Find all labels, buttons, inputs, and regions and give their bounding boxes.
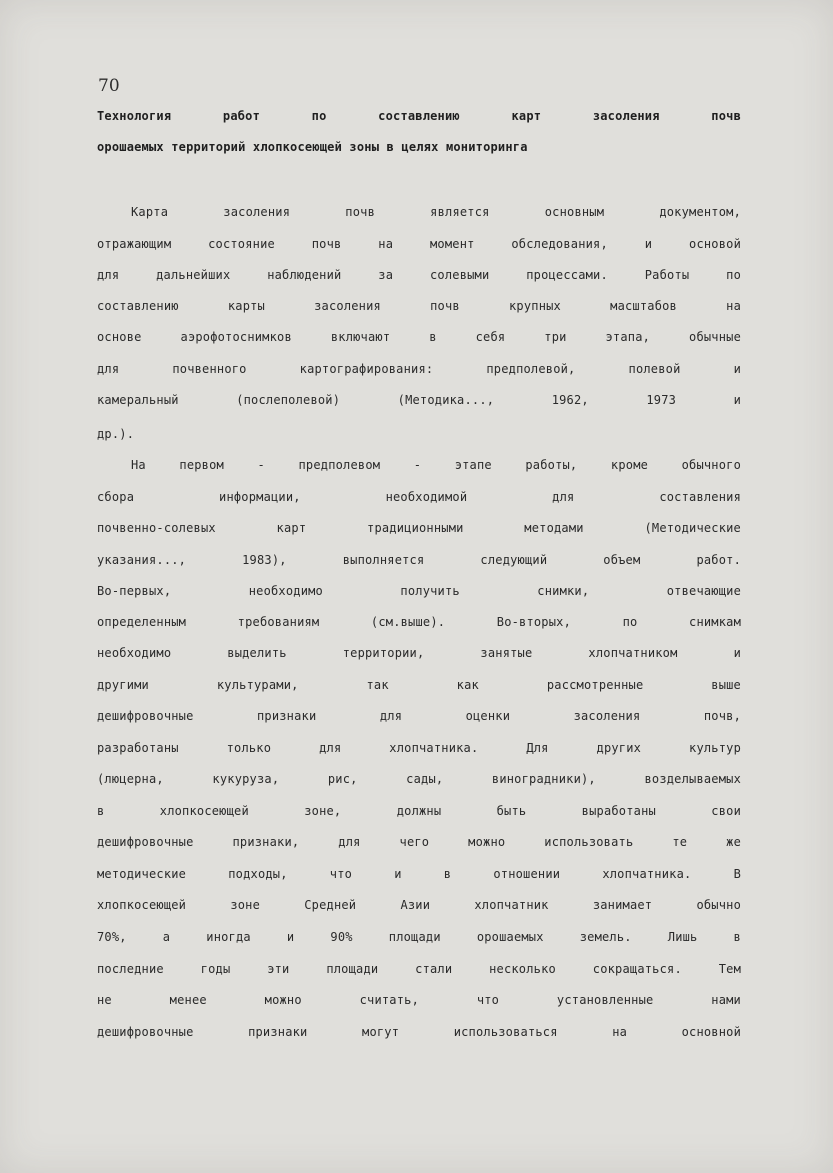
body-line: Во-первых, необходимо получить снимки, отвечающие: [97, 584, 741, 598]
body-line: сбора информации, необходимой для составления: [97, 490, 741, 504]
body-line: составлению карты засоления почв крупных масштабов на: [97, 299, 741, 313]
body-line: отражающим состояние почв на момент обследования, и основой: [97, 237, 741, 251]
body-line: необходимо выделить территории, занятые хлопчатником и: [97, 646, 741, 660]
body-line: дешифровочные признаки для оценки засоления почв,: [97, 709, 741, 723]
body-line: для почвенного картографирования: предполевой, полевой и: [97, 362, 741, 376]
body-line: 70%, а иногда и 90% площади орошаемых земель. Лишь в: [97, 930, 741, 944]
body-line: разработаны только для хлопчатника. Для других культур: [97, 741, 741, 755]
body-line: методические подходы, что и в отношении хлопчатника. В: [97, 867, 741, 881]
body-line: Карта засоления почв является основным документом,: [131, 205, 741, 219]
body-line: дешифровочные признаки, для чего можно использовать те же: [97, 835, 741, 849]
body-line: другими культурами, так как рассмотренные выше: [97, 678, 741, 692]
body-line: последние годы эти площади стали несколько сокращаться. Тем: [97, 962, 741, 976]
body-line: не менее можно считать, что установленные нами: [97, 993, 741, 1007]
body-line: указания..., 1983), выполняется следующий объем работ.: [97, 553, 741, 567]
body-line: др.).: [97, 427, 135, 441]
page-number: 70: [98, 76, 120, 96]
body-line: определенным требованиям (см.выше). Во-вторых, по снимкам: [97, 615, 741, 629]
body-line: в хлопкосеющей зоне, должны быть выработаны свои: [97, 804, 741, 818]
body-line: дешифровочные признаки могут использоваться на основной: [97, 1025, 741, 1039]
body-line: (люцерна, кукуруза, рис, сады, виноградники), возделываемых: [97, 772, 741, 786]
body-line: основе аэрофотоснимков включают в себя три этапа, обычные: [97, 330, 741, 344]
section-title-line-1: Технология работ по составлению карт засоления почв: [97, 109, 741, 123]
body-line: На первом - предполевом - этапе работы, кроме обычного: [131, 458, 741, 472]
section-title-line-2: орошаемых территорий хлопкосеющей зоны в целях мониторинга: [97, 140, 528, 154]
body-line: камеральный (послеполевой) (Методика..., 1962, 1973 и: [97, 393, 741, 407]
body-line: хлопкосеющей зоне Средней Азии хлопчатник занимает обычно: [97, 898, 741, 912]
body-line: для дальнейших наблюдений за солевыми процессами. Работы по: [97, 268, 741, 282]
body-line: почвенно-солевых карт традиционными методами (Методические: [97, 521, 741, 535]
